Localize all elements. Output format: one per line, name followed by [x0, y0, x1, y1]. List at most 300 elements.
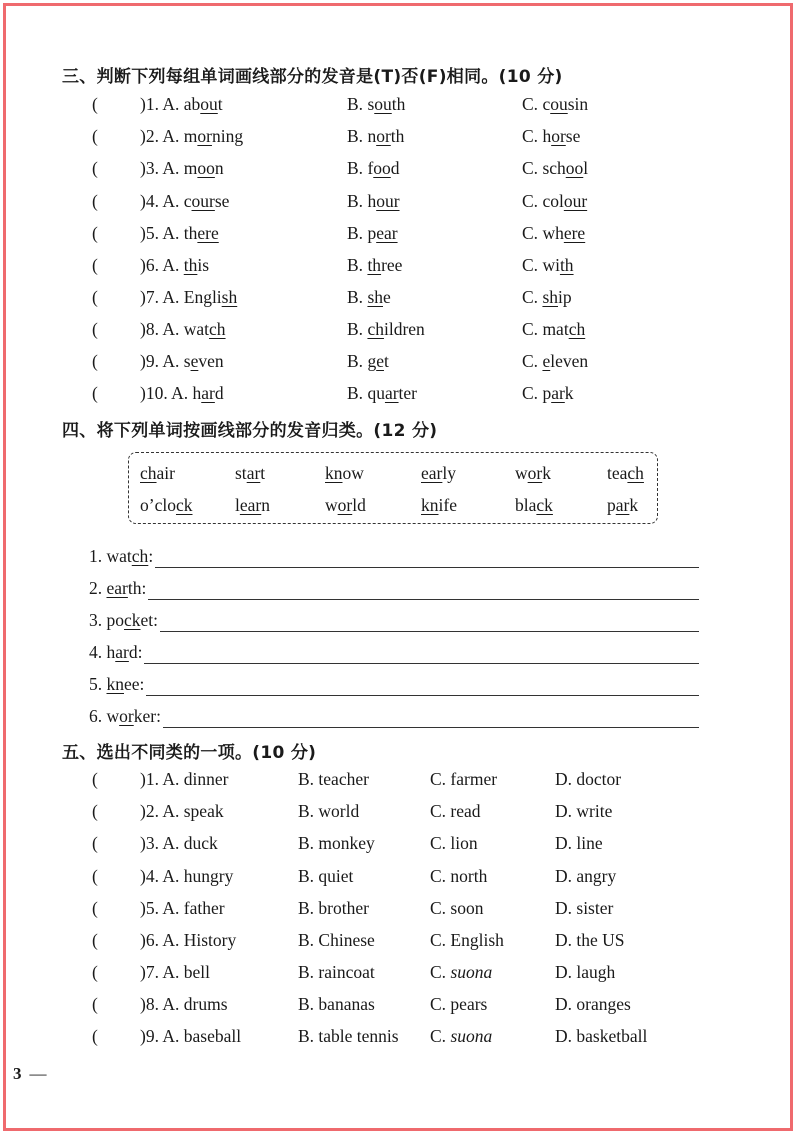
question-row: [0, 769, 800, 795]
box-word: [140, 463, 175, 484]
underlined-part: e: [542, 351, 551, 371]
option-c: [522, 351, 588, 372]
word-part: sch: [542, 158, 566, 178]
option-c: C. read: [430, 801, 481, 821]
answer-blank[interactable]: (: [92, 962, 98, 982]
option-a: [140, 319, 226, 340]
option-c-label: C.: [522, 158, 543, 178]
option-a: )2. A. speak: [140, 801, 224, 821]
box-word: [140, 495, 193, 516]
option-a-word: [193, 383, 224, 403]
answer-blank[interactable]: (: [92, 801, 98, 821]
option-d: D. sister: [555, 898, 614, 918]
word-part: h: [542, 126, 552, 146]
question-number: )7. A.: [140, 287, 184, 307]
answer-row: [89, 706, 699, 732]
option-c: C. north: [430, 866, 488, 886]
option-b: [347, 94, 405, 115]
option-b-label: B.: [347, 126, 368, 146]
answer-label: [89, 706, 161, 726]
underlined-part: kn: [106, 674, 124, 694]
box-word: [421, 495, 457, 516]
word-part: d: [214, 383, 224, 403]
answer-input-line[interactable]: [146, 695, 699, 696]
word-part: h: [106, 642, 116, 662]
option-b-word: [367, 287, 390, 307]
option-a: [140, 223, 219, 244]
option-b-label: B.: [347, 94, 368, 114]
box-word-text: [421, 463, 456, 483]
answer-number: 6.: [89, 706, 107, 726]
question-number: )6. A.: [140, 255, 184, 275]
underlined-part: ck: [536, 495, 553, 515]
option-c-word: [542, 158, 588, 178]
word-part: sin: [567, 94, 589, 114]
option-c: [522, 287, 572, 308]
option-b: [347, 191, 400, 212]
word-part: w: [106, 706, 120, 726]
option-c-label: C.: [522, 383, 543, 403]
answer-colon: :: [148, 546, 154, 566]
answer-word: [107, 674, 140, 694]
option-b-label: B.: [347, 255, 368, 275]
option-d: D. angry: [555, 866, 617, 886]
option-b-word: [367, 383, 417, 403]
option-a-word: [184, 319, 226, 339]
option-a-word: [184, 158, 224, 178]
option-c-word: [542, 191, 587, 211]
option-d: D. write: [555, 801, 613, 821]
underlined-part: kn: [421, 495, 439, 515]
question-row: [0, 319, 800, 345]
word-part: th: [127, 578, 142, 598]
word-part: wat: [106, 546, 132, 566]
word-part: s: [367, 94, 375, 114]
option-a: [140, 351, 224, 372]
box-word-text: [140, 495, 193, 515]
question-number: )3. A.: [140, 158, 184, 178]
answer-blank[interactable]: (: [92, 833, 98, 853]
option-b: B. monkey: [298, 833, 375, 853]
underlined-part: our: [191, 191, 215, 211]
underlined-part: or: [527, 463, 543, 483]
option-b: [347, 383, 417, 404]
underlined-part: ar: [115, 642, 129, 662]
option-c-word: [542, 319, 585, 339]
answer-input-line[interactable]: [144, 663, 699, 664]
word-part: wi: [542, 255, 560, 275]
answer-label: [89, 578, 146, 598]
option-b: B. table tennis: [298, 1026, 399, 1046]
word-part: ven: [198, 351, 224, 371]
question-row: [0, 223, 800, 249]
underlined-part: sh: [367, 287, 383, 307]
answer-row: [89, 642, 699, 668]
option-c: C. lion: [430, 833, 478, 853]
option-a: [140, 94, 223, 115]
option-b-label: B.: [347, 351, 368, 371]
option-c-word: suona: [450, 1026, 493, 1046]
word-part: d: [128, 642, 138, 662]
option-a-word: [184, 255, 209, 275]
option-c: [522, 126, 580, 147]
option-c-label: C.: [430, 962, 451, 982]
answer-label: [89, 546, 153, 566]
word-part: ly: [442, 463, 456, 483]
option-b-word: [367, 351, 388, 371]
answer-row: [89, 674, 699, 700]
option-d: D. laugh: [555, 962, 616, 982]
word-part: air: [156, 463, 175, 483]
option-c-label: C.: [522, 319, 543, 339]
page-number-value: 3: [13, 1064, 22, 1083]
answer-blank[interactable]: (: [92, 287, 98, 307]
underlined-part: ch: [140, 463, 157, 483]
underlined-part: ou: [550, 94, 568, 114]
section5-title: 五、选出不同类的一项。(10 分): [62, 743, 317, 763]
box-word-text: [325, 495, 366, 515]
word-part: g: [367, 351, 377, 371]
question-number: )4. A.: [140, 191, 184, 211]
answer-input-line[interactable]: [163, 727, 699, 728]
option-b-word: [367, 158, 399, 178]
option-b: B. quiet: [298, 866, 354, 886]
option-c-label: C.: [522, 255, 543, 275]
question-row: [0, 801, 800, 827]
option-c: C. soon: [430, 898, 484, 918]
word-part: m: [183, 158, 198, 178]
option-a-word: [184, 287, 237, 307]
option-b: B. Chinese: [298, 930, 375, 950]
word-part: n: [214, 158, 224, 178]
word-part: ow: [342, 463, 364, 483]
question-row: [0, 126, 800, 152]
box-word: [607, 463, 644, 484]
word-part: o’clo: [140, 495, 176, 515]
box-word: [325, 495, 366, 516]
box-word-text: [421, 495, 457, 515]
question-number: )9. A.: [140, 351, 184, 371]
answer-number: 2.: [89, 578, 107, 598]
question-row: [0, 351, 800, 377]
option-c-word: [542, 383, 573, 403]
word-part: n: [261, 495, 270, 515]
word-part: wh: [542, 223, 564, 243]
underlined-part: ear: [106, 578, 128, 598]
option-c: [522, 223, 585, 244]
word-part: ip: [558, 287, 572, 307]
option-a: )5. A. father: [140, 898, 225, 918]
option-d: D. line: [555, 833, 603, 853]
question-row: [0, 898, 800, 924]
option-c-word: [542, 223, 585, 243]
word-part: ree: [381, 255, 403, 275]
question-row: [0, 833, 800, 859]
option-b: B. world: [298, 801, 360, 821]
word-part: th: [391, 94, 406, 114]
option-c-label: C.: [522, 223, 543, 243]
answer-word: [107, 546, 149, 566]
answer-blank[interactable]: (: [92, 994, 98, 1014]
box-word-text: [607, 495, 638, 515]
option-a: [140, 191, 229, 212]
answer-number: 4.: [89, 642, 107, 662]
answer-blank[interactable]: (: [92, 1026, 98, 1046]
option-b: [347, 158, 400, 179]
option-a: )3. A. duck: [140, 833, 218, 853]
underlined-part: ar: [384, 383, 399, 403]
answer-colon: :: [137, 642, 143, 662]
word-part: s: [183, 351, 191, 371]
answer-blank[interactable]: (: [92, 255, 98, 275]
word-part: h: [192, 383, 202, 403]
underlined-part: ear: [376, 223, 398, 243]
option-b: [347, 126, 404, 147]
underlined-part: th: [367, 255, 382, 275]
option-b-word: [367, 319, 424, 339]
word-part: et: [140, 610, 154, 630]
answer-blank[interactable]: (: [92, 191, 98, 211]
option-c-word: [542, 126, 580, 146]
word-part: th: [183, 223, 198, 243]
option-a-word: [184, 351, 224, 371]
underlined-part: ere: [197, 223, 219, 243]
option-b: B. teacher: [298, 769, 369, 789]
word-part: ning: [211, 126, 244, 146]
underlined-part: sh: [542, 287, 558, 307]
answer-colon: :: [139, 674, 145, 694]
option-b: [347, 255, 402, 276]
underlined-part: ch: [131, 546, 149, 566]
question-number: )10. A.: [140, 383, 193, 403]
option-c: [522, 158, 588, 179]
word-part: p: [542, 383, 552, 403]
underlined-part: ear: [239, 495, 262, 515]
box-word: [235, 463, 265, 484]
option-a: )4. A. hungry: [140, 866, 234, 886]
option-d: D. oranges: [555, 994, 631, 1014]
underlined-part: e: [190, 351, 199, 371]
word-part: w: [515, 463, 528, 483]
answer-input-line[interactable]: [148, 599, 699, 600]
answer-blank[interactable]: (: [92, 930, 98, 950]
box-word: [515, 495, 553, 516]
option-b: [347, 351, 389, 372]
box-word: [421, 463, 456, 484]
word-part: se: [214, 191, 230, 211]
option-b-label: B.: [347, 287, 368, 307]
word-part: c: [542, 94, 551, 114]
answer-blank[interactable]: (: [92, 898, 98, 918]
box-word-text: [235, 495, 270, 515]
underlined-part: ch: [209, 319, 226, 339]
question-number: )1. A.: [140, 94, 184, 114]
answer-blank[interactable]: (: [92, 383, 98, 403]
answer-row: [89, 546, 699, 572]
option-d: D. basketball: [555, 1026, 648, 1046]
question-row: [0, 158, 800, 184]
underlined-part: ou: [374, 94, 392, 114]
option-c-label: C.: [522, 351, 543, 371]
word-part: e: [383, 287, 391, 307]
option-a: [140, 255, 209, 276]
underlined-part: ch: [627, 463, 644, 483]
answer-row: [89, 578, 699, 604]
section4-title: 四、将下列单词按画线部分的发音归类。(12 分): [62, 421, 438, 441]
answer-blank[interactable]: (: [92, 319, 98, 339]
answer-blank[interactable]: (: [92, 769, 98, 789]
word-part: ter: [398, 383, 418, 403]
box-word-text: [607, 463, 644, 483]
question-row: [0, 994, 800, 1020]
option-c-label: C.: [522, 94, 543, 114]
answer-blank[interactable]: (: [92, 223, 98, 243]
answer-word: [107, 706, 157, 726]
underlined-part: or: [197, 126, 212, 146]
word-part: Engli: [183, 287, 222, 307]
option-b: B. bananas: [298, 994, 375, 1014]
option-b-word: [367, 126, 404, 146]
word-part: t: [217, 94, 223, 114]
answer-input-line[interactable]: [160, 631, 699, 632]
box-word-text: [515, 463, 551, 483]
question-row: [0, 1026, 800, 1052]
answer-blank[interactable]: (: [92, 158, 98, 178]
option-c: C. English: [430, 930, 504, 950]
page-number: [13, 1064, 47, 1084]
underlined-part: or: [551, 126, 566, 146]
answer-word: [107, 642, 138, 662]
option-c: [522, 319, 585, 340]
option-a-word: [184, 191, 230, 211]
underlined-part: our: [376, 191, 400, 211]
word-part: bla: [515, 495, 537, 515]
box-word: [515, 463, 551, 484]
word-part: l: [583, 158, 589, 178]
option-b-word: [367, 223, 397, 243]
answer-number: 1.: [89, 546, 107, 566]
underlined-part: or: [376, 126, 391, 146]
option-c-word: [542, 351, 588, 371]
option-b-label: B.: [347, 223, 368, 243]
question-row: [0, 191, 800, 217]
page-number-dash: —: [29, 1064, 47, 1083]
option-b: [347, 223, 398, 244]
word-part: leven: [550, 351, 589, 371]
option-c-word: suona: [450, 962, 493, 982]
word-part: n: [367, 126, 377, 146]
option-c: [522, 191, 587, 212]
answer-input-line[interactable]: [155, 567, 699, 568]
answer-colon: :: [141, 578, 147, 598]
answer-blank[interactable]: (: [92, 866, 98, 886]
underlined-part: e: [376, 351, 384, 371]
option-c-label: C.: [522, 191, 543, 211]
option-b: [347, 319, 425, 340]
underlined-part: th: [183, 255, 198, 275]
box-word-text: [235, 463, 265, 483]
option-b: [347, 287, 391, 308]
word-part: c: [183, 191, 192, 211]
question-row: [0, 287, 800, 313]
word-part: po: [106, 610, 124, 630]
word-part: ab: [183, 94, 201, 114]
underlined-part: our: [563, 191, 588, 211]
option-b-label: B.: [347, 158, 368, 178]
box-word: [235, 495, 270, 516]
word-part: k: [629, 495, 639, 515]
answer-number: 3.: [89, 610, 107, 630]
option-c: [522, 94, 588, 115]
underlined-part: or: [119, 706, 134, 726]
box-word: [607, 495, 638, 516]
option-b: B. brother: [298, 898, 369, 918]
underlined-part: oo: [565, 158, 584, 178]
underlined-part: ar: [615, 495, 630, 515]
option-a: )1. A. dinner: [140, 769, 229, 789]
word-part: t: [383, 351, 389, 371]
option-a-word: [184, 223, 219, 243]
word-part: f: [367, 158, 374, 178]
option-a: )6. A. History: [140, 930, 237, 950]
underlined-part: kn: [325, 463, 343, 483]
underlined-part: ch: [367, 319, 384, 339]
option-d: D. doctor: [555, 769, 622, 789]
underlined-part: ar: [551, 383, 565, 403]
word-part: ker: [133, 706, 157, 726]
underlined-part: oo: [197, 158, 215, 178]
word-part: st: [235, 463, 247, 483]
option-b-label: B.: [347, 319, 368, 339]
word-part: wat: [183, 319, 210, 339]
word-part: t: [260, 463, 266, 483]
answer-colon: :: [156, 706, 161, 726]
option-c: C. farmer: [430, 769, 498, 789]
word-part: k: [564, 383, 574, 403]
option-c: [430, 962, 492, 983]
option-b-label: B.: [347, 191, 368, 211]
underlined-part: ere: [563, 223, 586, 243]
underlined-part: ch: [568, 319, 586, 339]
word-part: se: [565, 126, 581, 146]
underlined-part: sh: [221, 287, 238, 307]
question-number: )8. A.: [140, 319, 184, 339]
word-part: ife: [438, 495, 457, 515]
answer-word: [107, 610, 154, 630]
word-part: m: [183, 126, 198, 146]
word-box: [128, 452, 658, 524]
option-b-word: [367, 94, 405, 114]
option-a: [140, 287, 237, 308]
answer-blank[interactable]: (: [92, 126, 98, 146]
word-part: ee: [124, 674, 140, 694]
option-c: [522, 255, 574, 276]
underlined-part: ck: [175, 495, 193, 515]
option-b: B. raincoat: [298, 962, 375, 982]
answer-blank[interactable]: (: [92, 94, 98, 114]
answer-blank[interactable]: (: [92, 351, 98, 371]
option-a: [140, 126, 243, 147]
word-part: tea: [607, 463, 628, 483]
word-part: p: [607, 495, 616, 515]
box-word-text: [140, 463, 175, 483]
underlined-part: th: [559, 255, 574, 275]
underlined-part: ou: [200, 94, 218, 114]
section3-title: 三、判断下列每组单词画线部分的发音是(T)否(F)相同。(10 分): [62, 67, 563, 87]
underlined-part: ck: [124, 610, 141, 630]
question-row: [0, 94, 800, 120]
option-c: [430, 1026, 492, 1047]
